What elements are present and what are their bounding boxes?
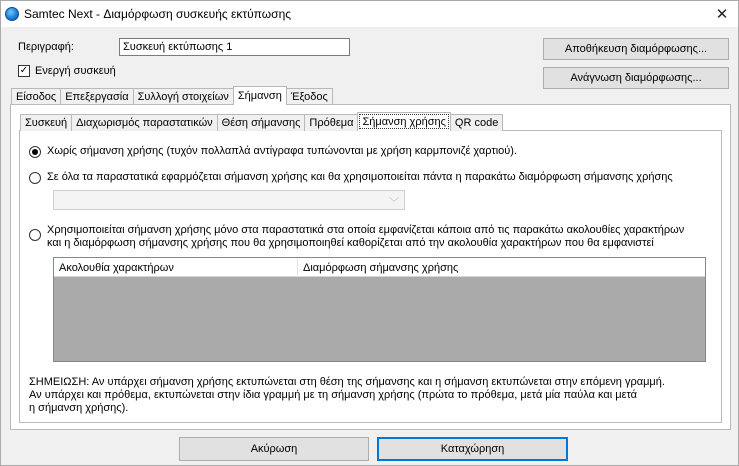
ok-button[interactable]: Καταχώρηση [377, 437, 568, 461]
radio-by-char-sequence[interactable] [29, 229, 41, 241]
window-title: Samtec Next - Διαμόρφωση συσκευής εκτύπωσης [24, 7, 292, 21]
option-by-char-sequence-label-line2: και η διαμόρφωση σήμανσης χρήσης που θα χρησιμοποιηθεί καθορίζεται από την ακολουθία χαρακτήρων που θα εμφανιστεί [47, 237, 654, 249]
grid-column-usage-marking-config[interactable]: Διαμόρφωση σήμανσης χρήσης [303, 261, 459, 274]
char-sequence-grid[interactable] [53, 257, 706, 362]
grid-header [54, 258, 705, 277]
tab-processing[interactable]: Επεξεργασία [60, 88, 133, 105]
option-by-char-sequence-label-line1: Χρησιμοποιείται σήμανση χρήσης μόνο στα παραστατικά στα οποία εμφανίζεται κάποια από τις παρακάτω ακολουθίες χαρακτήρων [47, 224, 685, 236]
tab-data-collection[interactable]: Συλλογή στοιχείων [133, 88, 234, 105]
cancel-button[interactable]: Ακύρωση [179, 437, 369, 461]
chevron-down-icon: ﹀ [389, 198, 399, 209]
option-no-usage-marking-label: Χωρίς σήμανση χρήσης (τυχόν πολλαπλά αντίγραφα τυπώνονται με χρήση καρμπονιζέ χαρτιού). [47, 145, 517, 157]
subtab-marking-position[interactable]: Θέση σήμανσης [217, 114, 306, 131]
note-line-2: Αν υπάρχει και πρόθεμα, εκτυπώνεται στην ίδια γραμμή με τη σήμανση χρήσης (πρώτα το πρόθεμα, μετά μία παύλα και μετά [29, 389, 638, 401]
tab-input[interactable]: Είσοδος [11, 88, 61, 105]
radio-no-usage-marking[interactable] [29, 146, 41, 158]
subtab-usage-marking[interactable]: Σήμανση χρήσης [357, 112, 450, 131]
note-text [29, 376, 665, 415]
grid-column-char-sequence[interactable]: Ακολουθία χαρακτήρων [54, 258, 298, 277]
read-config-button[interactable]: Ανάγνωση διαμόρφωσης... [543, 67, 729, 89]
tab-output[interactable]: Έξοδος [286, 88, 333, 105]
option-all-documents-label: Σε όλα τα παραστατικά εφαρμόζεται σήμανση χρήσης και θα χρησιμοποιείται πάντα η παρακάτω διαμόρφωση σήμανσης χρήσης [47, 171, 673, 183]
app-logo-icon [5, 7, 19, 21]
subtab-document-separation[interactable]: Διαχωρισμός παραστατικών [71, 114, 218, 131]
option-all-documents[interactable] [29, 171, 673, 184]
active-device-checkbox-row[interactable] [18, 65, 116, 77]
close-button[interactable]: ✕ [715, 6, 729, 23]
usage-marking-config-select[interactable] [53, 190, 405, 210]
option-by-char-sequence[interactable] [29, 224, 684, 250]
subtab-prefix[interactable]: Πρόθεμα [304, 114, 358, 131]
note-line-1: ΣΗΜΕΙΩΣΗ: Αν υπάρχει σήμανση χρήσης εκτυπώνεται στη θέση της σήμανσης και η σήμανση εκτυπώνεται στην επόμενη γραμμή. [29, 376, 665, 388]
sub-tabstrip [20, 112, 502, 131]
title-bar [1, 1, 738, 27]
active-device-checkbox[interactable]: ✓ [19, 65, 29, 76]
active-device-label: Ενεργή συσκευή [35, 65, 116, 77]
note-line-3: η σήμανση χρήσης). [29, 402, 129, 414]
description-input[interactable]: Συσκευή εκτύπωσης 1 [119, 38, 350, 56]
tab-marking[interactable]: Σήμανση [233, 86, 287, 105]
subtab-device[interactable]: Συσκευή [20, 114, 72, 131]
main-tabstrip [11, 86, 332, 105]
save-config-button[interactable]: Αποθήκευση διαμόρφωσης... [543, 38, 729, 60]
option-no-usage-marking[interactable] [29, 145, 517, 158]
description-label: Περιγραφή: [18, 41, 74, 53]
radio-all-documents[interactable] [29, 172, 41, 184]
subtab-qr-code[interactable]: QR code [450, 114, 503, 131]
